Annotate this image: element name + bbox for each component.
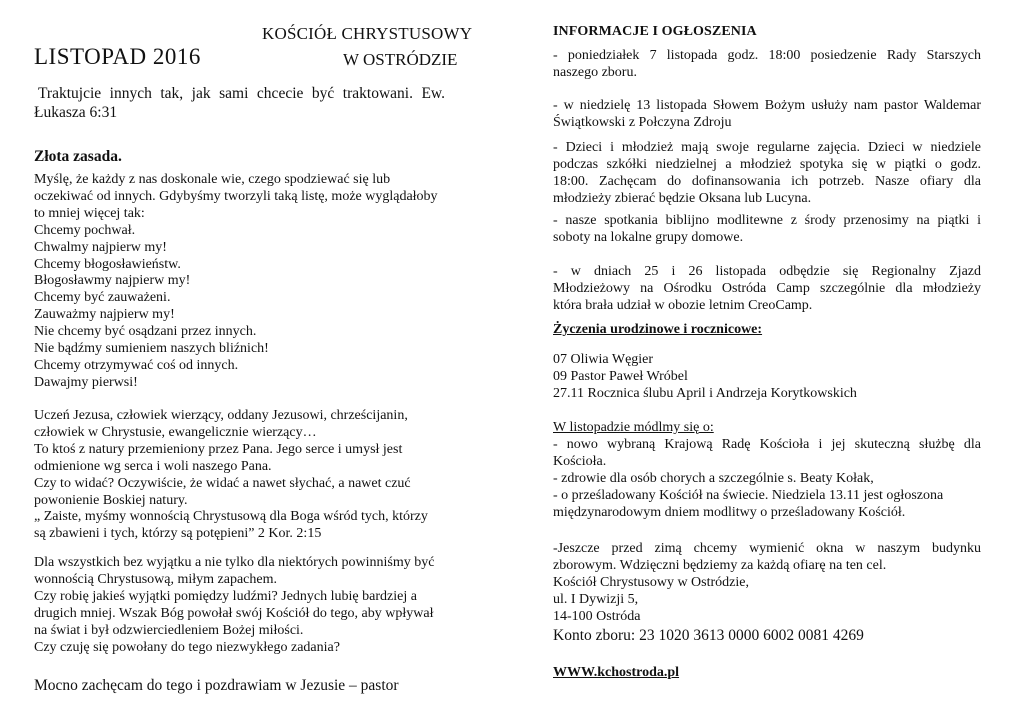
announcement — [553, 140, 981, 208]
text-line: Czy to widać? Oczywiście, że widać a nawet słychać, a nawet czuć — [34, 475, 411, 491]
text-line: naszego zboru. — [553, 64, 637, 80]
info-heading: INFORMACJE I OGŁOSZENIA — [553, 24, 757, 39]
golden-rule-heading: Złota zasada. — [34, 148, 122, 165]
text-line: Młodzieżowy na Ośrodku Ostróda Camp szczególnie dla młodzieży — [553, 280, 981, 296]
motto-line: Traktujcie innych tak, jak sami chcecie być traktowani. Ew. — [38, 85, 445, 102]
text-line: Uczeń Jezusa, człowiek wierzący, oddany Jezusowi, chrześcijanin, — [34, 408, 408, 423]
text-line: powonienie Boskiej natury. — [34, 492, 188, 508]
list-item: - o prześladowany Kościół na świecie. Niedziela 13.11 jest ogłoszona — [553, 487, 944, 503]
month-title: LISTOPAD 2016 — [34, 44, 201, 69]
text-line: Dla wszystkich bez wyjątku a nie tylko dla niektórych powinniśmy być — [34, 555, 435, 570]
text-line: Dawajmy pierwsi! — [34, 374, 138, 390]
text-line: -Jeszcze przed zimą chcemy wymienić okna w naszym budynku — [553, 541, 981, 556]
text-line: - w dniach 25 i 26 listopada odbędzie się Regionalny Zjazd — [553, 264, 981, 279]
list-item: 09 Pastor Paweł Wróbel — [553, 368, 688, 384]
list-item: 27.11 Rocznica ślubu April i Andrzeja Korytkowskich — [553, 385, 857, 401]
text-line: Chcemy błogosławieństw. — [34, 256, 181, 272]
text-line: która brała udział w obozie letnim CreoCamp. — [553, 297, 813, 313]
announcement — [553, 264, 981, 315]
text-line: to mniej więcej tak: — [34, 205, 145, 221]
text-line: Nie chcemy być osądzani przez innych. — [34, 324, 257, 340]
text-line: podczas szkółki niedzielnej a młodzież spotyka się w piątki o godz. — [553, 156, 981, 172]
text-line: - w niedzielę 13 listopada Słowem Bożym usłuży nam pastor Waldemar — [553, 98, 981, 113]
website-link[interactable]: WWW.kchostroda.pl — [553, 665, 680, 680]
text-line: Świątkowski z Połczyna Zdroju — [553, 114, 732, 130]
address-line: Kościół Chrystusowy w Ostródzie, — [553, 574, 749, 590]
windows-fundraiser-note — [553, 541, 981, 626]
text-line: człowiek w Chrystusie, ewangelicznie wierzący… — [34, 424, 317, 440]
text-line: na świat i był odzwierciedleniem Bożej miłości. — [34, 622, 304, 638]
text-line: drugich mniej. Wszak Bóg powołał swój Kościół do tego, aby wpływał — [34, 605, 434, 621]
text-line: Nie bądźmy sumieniem naszych bliźnich! — [34, 341, 269, 357]
text-line: oczekiwać od innych. Gdybyśmy tworzyli taką listę, może wyglądałoby — [34, 188, 438, 204]
text-line: Myślę, że każdy z nas doskonale wie, czego spodziewać się lub — [34, 172, 391, 187]
address-line: ul. I Dywizji 5, — [553, 591, 639, 607]
text-line: Chwalmy najpierw my! — [34, 239, 167, 255]
text-line: Czy czuję się powołany do tego niezwykłego zadania? — [34, 639, 340, 655]
text-line: wonnością Chrystusową, miłym zapachem. — [34, 571, 278, 587]
calling-paragraph — [34, 555, 434, 656]
motto-line: Łukasza 6:31 — [34, 104, 118, 121]
motto-verse — [34, 84, 445, 122]
birthday-list — [553, 352, 981, 403]
birthday-heading: Życzenia urodzinowe i rocznicowe: — [553, 322, 763, 337]
church-place: W OSTRÓDZIE — [343, 50, 458, 69]
prayer-list — [553, 437, 981, 522]
list-item: 07 Oliwia Węgier — [553, 352, 654, 367]
prayer-heading: W listopadzie módlmy się o: — [553, 420, 714, 435]
announcement — [553, 213, 981, 247]
text-line: - Dzieci i młodzież mają swoje regularne zajęcia. Dzieci w niedziele — [553, 140, 981, 155]
text-line: Błogosławmy najpierw my! — [34, 273, 191, 289]
list-item: - zdrowie dla osób chorych a szczególnie s. Beaty Kołak, — [553, 470, 874, 486]
address-line: 14-100 Ostróda — [553, 608, 641, 624]
bank-account: Konto zboru: 23 1020 3613 0000 6002 0081 4269 — [553, 627, 864, 644]
disciple-paragraph — [34, 408, 428, 543]
text-line: są zbawieni i tych, którzy są potępieni” 2 Kor. 2:15 — [34, 526, 322, 542]
text-line: Zauważmy najpierw my! — [34, 307, 175, 323]
announcement — [553, 48, 981, 82]
text-line: Chcemy być zauważeni. — [34, 290, 171, 306]
text-line: młodzieży zbierać będzie Oksana lub Lucyna. — [553, 190, 812, 206]
text-line: Czy robię jakieś wyjątki pomiędzy ludźmi? Jednych lubię bardziej a — [34, 588, 417, 604]
church-title: KOŚCIÓŁ CHRYSTUSOWY — [262, 24, 473, 43]
text-line: soboty na lokalne grupy domowe. — [553, 229, 744, 245]
text-line: To ktoś z natury przemieniony przez Pana. Jego serce i umysł jest — [34, 441, 403, 457]
text-line: Chcemy pochwał. — [34, 222, 136, 238]
list-item: Kościoła. — [553, 453, 607, 469]
list-item: - nowo wybraną Krajową Radę Kościoła i jej skuteczną służbę dla — [553, 437, 981, 452]
text-line: „ Zaiste, myśmy wonnością Chrystusową dla Boga wśród tych, którzy — [34, 509, 428, 525]
text-line: Chcemy otrzymywać coś od innych. — [34, 357, 239, 373]
announcement — [553, 98, 981, 132]
text-line: zborowym. Wdzięczni będziemy za każdą ofiarę na ten cel. — [553, 557, 887, 573]
text-line: - nasze spotkania biblijno modlitewne z środy przenosimy na piątki i — [553, 213, 981, 228]
text-line: 18:00. Zachęcam do dofinansowania ich potrzeb. Nasze ofiary dla — [553, 173, 981, 189]
golden-rule-paragraph — [34, 172, 438, 392]
text-line: - poniedziałek 7 listopada godz. 18:00 posiedzenie Rady Starszych — [553, 48, 981, 63]
text-line: odmienione wg serca i woli naszego Pana. — [34, 458, 272, 474]
pastor-closing: Mocno zachęcam do tego i pozdrawiam w Jezusie – pastor — [34, 677, 399, 694]
list-item: międzynarodowym dniem modlitwy o prześladowany Kościół. — [553, 504, 906, 520]
